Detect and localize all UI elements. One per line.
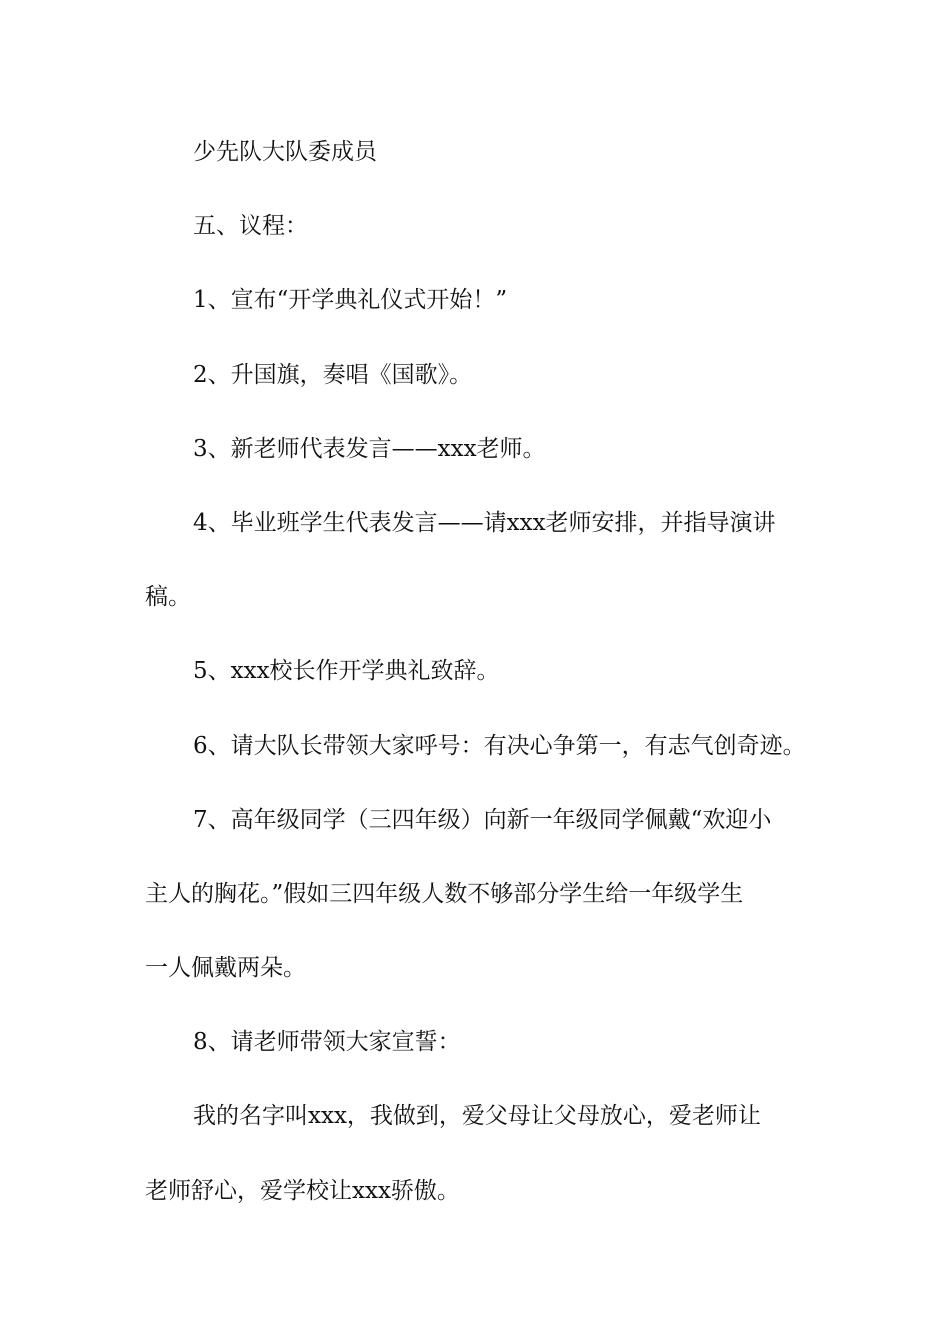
oath-text: 我的名字叫xxx，我做到，爱父母让父母放心，爱老师让 — [193, 1103, 761, 1130]
agenda-item-7: 7、高年级同学（三四年级）向新一年级同学佩戴“欢迎小 — [193, 806, 772, 833]
agenda-item-8: 8、请老师带领大家宣誓： — [193, 1029, 461, 1056]
agenda-item-1: 1、宣布“开学典礼仪式开始！” — [193, 287, 508, 314]
section-heading-agenda: 五、议程： — [193, 213, 308, 240]
agenda-item-5: 5、xxx校长作开学典礼致辞。 — [193, 658, 500, 685]
agenda-item-6: 6、请大队长带领大家呼号：有决心争第一，有志气创奇迹。 — [193, 732, 806, 759]
agenda-item-3: 3、新老师代表发言——xxx老师。 — [193, 435, 546, 462]
agenda-item-4: 4、毕业班学生代表发言——请xxx老师安排，并指导演讲 — [193, 509, 776, 536]
agenda-item-2: 2、升国旗，奏唱《国歌》。 — [193, 361, 473, 388]
agenda-item-7-continued-2: 一人佩戴两朵。 — [145, 955, 306, 982]
oath-text-continued: 老师舒心，爱学校让xxx骄傲。 — [145, 1177, 460, 1204]
document-body — [145, 132, 825, 1245]
agenda-item-7-continued: 主人的胸花。”假如三四年级人数不够部分学生给一年级学生 — [145, 880, 744, 907]
agenda-item-4-continued: 稿。 — [145, 584, 191, 611]
text-line-1: 少先队大队委成员 — [193, 139, 377, 165]
